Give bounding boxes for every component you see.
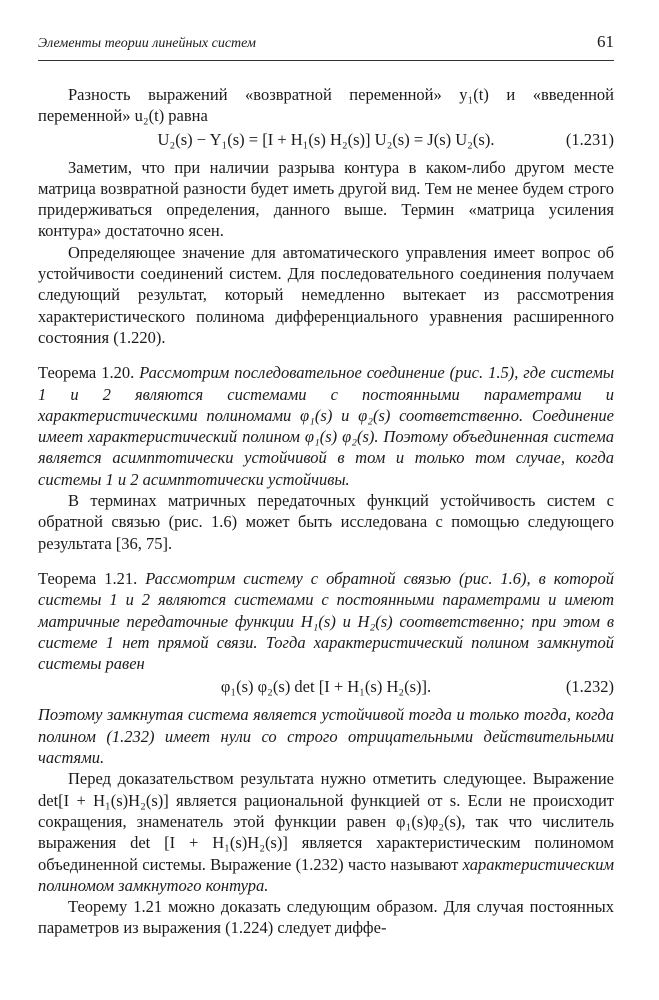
header-rule xyxy=(38,60,614,61)
running-title: Элементы теории линейных систем xyxy=(38,36,256,51)
paragraph-5-text: Перед доказательством результата нужно отметить следующее. Выражение det[I + H₁(s)H₂(s)] является рациональной функцией от s. Если не происходит сокращения, знаменатель этой функции равен φ₁(s)φ₂(s), так что числитель выражения det [I + H₁(s)H₂(s)] является характеристическим полиномом объединенной системы. Выражение (1.232) часто называют xyxy=(38,769,614,874)
theorem-continuation: Поэтому замкнутая система является устойчивой тогда и только тогда, когда полином (1.232) имеет нули со строго отрицательными действительными частями. xyxy=(38,705,614,768)
equation-number: (1.231) xyxy=(565,129,614,149)
equation-1231 xyxy=(38,129,614,153)
theorem-label: Теорема 1.20. xyxy=(38,363,135,383)
theorem-label: Теорема 1.21. xyxy=(38,568,138,588)
paragraph-4: В терминах матричных передаточных функций устойчивость систем с обратной связью (рис. 1.6) может быть исследована с помощью следующего результата [36, 75]. xyxy=(38,491,614,553)
paragraph-2: Заметим, что при наличии разрыва контура в каком-либо другом месте матрица возвратной разности будет иметь другой вид. Тем не менее будем строго придерживаться определения, данного выше. Термин «матрица усиления контура» достаточно ясен. xyxy=(38,157,614,241)
paragraph-5 xyxy=(38,768,614,896)
theorem-text: Рассмотрим последовательное соединение (рис. 1.5), где системы 1 и 2 являются системами с постоянными параметрами и характеристическими полиномами φ₁(s) и φ₂(s) соответственно. Соединение имеет характеристический полином φ₁(s) φ₂(s). Поэтому объединенная система является асимптотически устойчивой в том и только том случае, когда системы 1 и 2 асимптотически устойчивы. xyxy=(38,363,615,489)
paragraph-3: Определяющее значение для автоматического управления имеет вопрос об устойчивости соединений систем. Для последовательного соединения получаем следующий результат, который немедленно вытекает из рассмотрения характеристического полинома дифференциального уравнения расширенного состояния (1.220). xyxy=(38,242,614,347)
theorem-1-21 xyxy=(38,568,614,674)
equation-1232 xyxy=(38,676,614,700)
equation-number: (1.232) xyxy=(565,677,614,697)
running-header xyxy=(38,30,614,54)
theorem-text: Рассмотрим систему с обратной связью (рис. 1.6), в которой системы 1 и 2 являются системами с постоянными параметрами и имеют матричные передаточные функции H₁(s) и H₂(s) соответственно; при этом в системе 1 нет прямой связи. Тогда характеристический полином замкнутой системы равен xyxy=(38,568,615,674)
equation-formula: φ₁(s) φ₂(s) det [I + H₁(s) H₂(s)]. xyxy=(220,677,432,697)
page-body xyxy=(38,84,614,939)
paragraph-6: Теорему 1.21 можно доказать следующим образом. Для случая постоянных параметров из выражения (1.224) следует диффе- xyxy=(38,897,614,938)
theorem-1-20 xyxy=(38,362,614,490)
paragraph-5-term: характеристическим полиномом замкнутого контура. xyxy=(38,854,615,895)
spacer xyxy=(38,554,614,568)
page-number: 61 xyxy=(597,32,614,51)
spacer xyxy=(38,348,614,362)
equation-formula: U₂(s) − Y₁(s) = [I + H₁(s) H₂(s)] U₂(s) = J(s) U₂(s). xyxy=(157,129,495,149)
paragraph-1: Разность выражений «возвратной переменной» y₁(t) и «введенной переменной» u₂(t) равна xyxy=(38,85,614,126)
